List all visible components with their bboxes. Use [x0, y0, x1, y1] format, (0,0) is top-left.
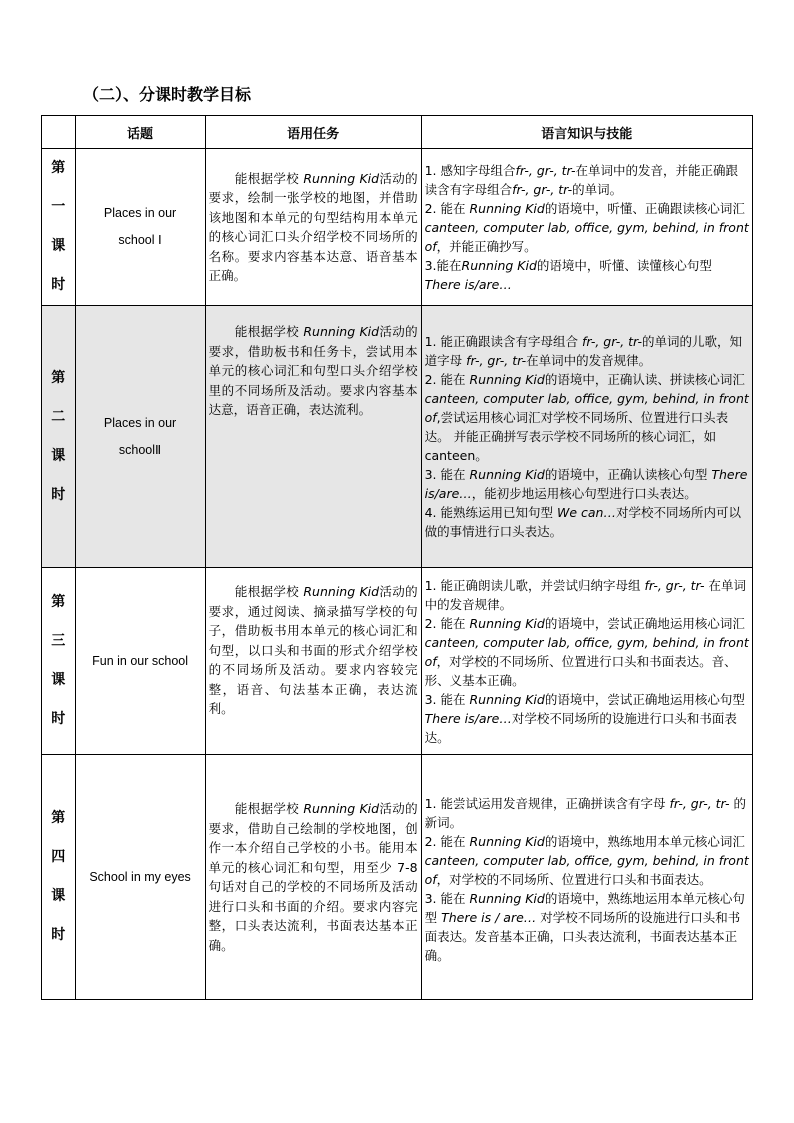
lesson-task: 能根据学校 Running Kid活动的要求，借助自己绘制的学校地图，创作一本介绍自己学校的小书。能用本单元的核心词汇和句型，用至少 7-8 句话对自己的学校的不同场所及活动进行口头和书面的介绍。要求内容完整，口头表达流利，书面表达基本正确。 — [205, 755, 421, 1000]
section-heading: （二）、分课时教学目标 — [83, 85, 252, 104]
lesson-number: 第 二 课 时 — [42, 306, 76, 568]
lesson-knowledge: 1. 能正确朗读儿歌，并尝试归纳字母组 fr-, gr-, tr- 在单词中的发音规律。 2. 能在 Running Kid的语境中，尝试正确地运用核心词汇 canteen, computer lab, office, gym, behind, in front of，对学校的不同场所、位置进行口头和书面表达。音、形、义基本正确。 3. 能在 Running Kid的语境中，尝试正确地运用核心句型 There is/are…对学校不同场所的设施进行口头和书面表达。 — [421, 568, 752, 755]
table-row — [42, 568, 753, 755]
table-row — [42, 755, 753, 1000]
lesson-topic: Places in our schoolⅡ — [75, 306, 205, 568]
lesson-topic: Fun in our school — [75, 568, 205, 755]
lesson-task: 能根据学校 Running Kid活动的要求，绘制一张学校的地图，并借助该地图和本单元的句型结构用本单元的核心词汇口头介绍学校不同场所的名称。要求内容基本达意、语音基本正确。 — [205, 149, 421, 306]
lesson-knowledge: 1. 能正确跟读含有字母组合 fr-, gr-, tr-的单词的儿歌，知道字母 fr-, gr-, tr-在单词中的发音规律。 2. 能在 Running Kid的语境中，正确认读、拼读核心词汇 canteen, computer lab, office, gym, behind, in front of,尝试运用核心词汇对学校不同场所、位置进行口头表达。 并能正确拼写表示学校不同场所的核心词汇，如canteen。 3. 能在 Running Kid的语境中，正确认读核心句型 There is/are…，能初步地运用核心句型进行口头表达。 4. 能熟练运用已知句型 We can…对学校不同场所内可以做的事情进行口头表达。 — [421, 306, 752, 568]
header-topic: 话题 — [75, 116, 205, 149]
header-blank — [42, 116, 76, 149]
lesson-objectives-table — [41, 115, 753, 1000]
lesson-number: 第 一 课 时 — [42, 149, 76, 306]
lesson-topic: Places in our school Ⅰ — [75, 149, 205, 306]
table-row — [42, 306, 753, 568]
lesson-topic: School in my eyes — [75, 755, 205, 1000]
lesson-task: 能根据学校 Running Kid活动的要求，通过阅读、摘录描写学校的句子，借助板书用本单元的核心词汇和句型，以口头和书面的形式介绍学校的不同场所及活动。要求内容较完整，语音、句法基本正确，表达流利。 — [205, 568, 421, 755]
table-row — [42, 149, 753, 306]
lesson-task: 能根据学校 Running Kid活动的要求，借助板书和任务卡，尝试用本单元的核心词汇和句型口头介绍学校里的不同场所及活动。要求内容基本达意，语音正确，表达流利。 — [205, 306, 421, 568]
header-knowledge: 语言知识与技能 — [421, 116, 752, 149]
lesson-number: 第 三 课 时 — [42, 568, 76, 755]
lesson-knowledge: 1. 能尝试运用发音规律，正确拼读含有字母 fr-, gr-, tr- 的新词。 2. 能在 Running Kid的语境中，熟练地用本单元核心词汇 canteen, computer lab, office, gym, behind, in front of，对学校的不同场所、位置进行口头和书面表达。 3. 能在 Running Kid的语境中，熟练地运用本单元核心句型 There is / are… 对学校不同场所的设施进行口头和书面表达。发音基本正确，口头表达流利，书面表达基本正确。 — [421, 755, 752, 1000]
header-task: 语用任务 — [205, 116, 421, 149]
table-header-row — [42, 116, 753, 149]
lesson-knowledge: 1. 感知字母组合fr-, gr-, tr-在单词中的发音，并能正确跟读含有字母组合fr-, gr-, tr-的单词。 2. 能在 Running Kid的语境中，听懂、正确跟读核心词汇 canteen, computer lab, office, gym, behind, in front of，并能正确抄写。 3.能在Running Kid的语境中，听懂、读懂核心句型 There is/are… — [421, 149, 752, 306]
lesson-number: 第 四 课 时 — [42, 755, 76, 1000]
